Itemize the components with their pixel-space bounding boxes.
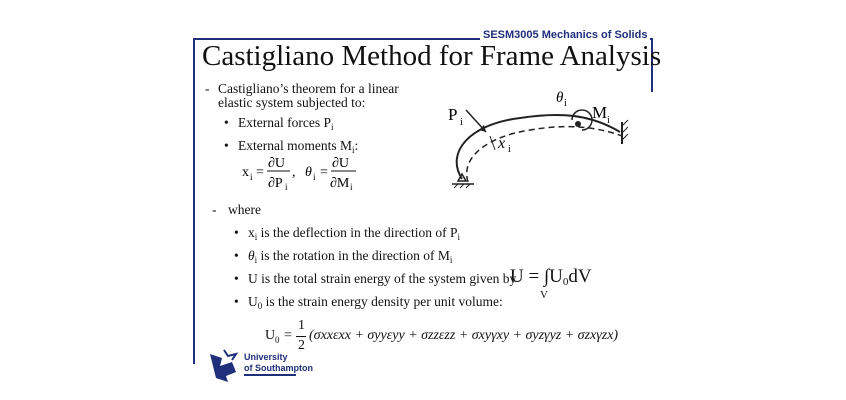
definition-rotation [248, 248, 452, 265]
density-lhs: U [265, 328, 276, 343]
figure-label-theta-sub: i [564, 98, 567, 109]
definition-3-sub: 0 [257, 301, 263, 311]
university-logo-text [244, 352, 313, 374]
intro-line-2: elastic system subjected to: [218, 95, 366, 110]
definition-0-sym: x [248, 225, 255, 240]
castigliano-formula [240, 153, 360, 193]
energy-formula-sub: 0 [562, 276, 569, 288]
formula-theta: θ [305, 165, 312, 180]
bullet-moments-colon: : [354, 138, 359, 153]
figure-label-x-sub: i [508, 144, 511, 155]
figure-label-x: x [498, 135, 506, 152]
definition-0-tail-sub: i [457, 232, 460, 242]
course-label: SESM3005 Mechanics of Solids [480, 29, 650, 41]
definition-2-text: U is the total strain energy of the system given by [248, 271, 517, 286]
figure-label-m-sub: i [607, 115, 610, 126]
moment-point [575, 121, 581, 127]
bullet-external-forces [238, 115, 333, 132]
formula-comma: , [292, 165, 296, 180]
formula-num-1: ∂U [268, 156, 286, 171]
energy-formula-limit: V [540, 289, 548, 301]
definition-deflection [248, 225, 460, 242]
definition-3-sym: U [248, 294, 258, 309]
density-lhs-sub: 0 [275, 335, 280, 345]
beam-deflected [467, 127, 622, 182]
definition-1-text: is the rotation in the direction of M [257, 248, 450, 263]
formula-den-2-sub: i [350, 182, 353, 192]
figure-label-m: M [592, 103, 608, 122]
definition-1-sym: θ [248, 248, 255, 263]
slide-frame-left [193, 38, 195, 358]
logo-line-1: University [244, 352, 288, 362]
formula-den-2: ∂M [330, 176, 350, 191]
logo-underline [244, 374, 296, 376]
bullet-forces-sub: i [330, 122, 334, 132]
definition-1-sub: i [254, 255, 258, 265]
definition-3-text: is the strain energy density per unit volume: [262, 294, 503, 309]
definition-strain-energy [248, 271, 516, 287]
density-frac-den: 2 [298, 338, 305, 353]
where-dash: - [212, 202, 217, 217]
crest-flourish [224, 350, 236, 360]
density-terms: (σxxεxx + σyyεyy + σzzεzz + σxyγxy + σyzγyz + σzxγzx) [309, 328, 619, 343]
logo-line-2: of Southampton [244, 363, 313, 373]
energy-formula-tail: dV [568, 266, 592, 287]
density-frac-num: 1 [298, 318, 305, 333]
energy-formula-text: U = ∫U [510, 266, 563, 287]
bullet-moments-text: External moments M [238, 138, 352, 153]
definition-1-tail-sub: i [449, 255, 453, 265]
figure-label-p: P [448, 105, 458, 124]
figure-label-p-sub: i [460, 117, 463, 128]
slide-frame-bottom [193, 358, 195, 364]
university-crest-icon [206, 348, 242, 384]
formula-den-1: ∂P [268, 176, 283, 191]
bullet-moments-sub: i [351, 145, 355, 155]
definition-0-sub: i [254, 232, 258, 242]
beam-original [457, 115, 620, 179]
formula-num-2: ∂U [332, 156, 350, 171]
formula-equals-2: = [320, 165, 328, 180]
formula-theta-sub: i [313, 172, 316, 182]
slide-title: Castigliano Method for Frame Analysis [202, 40, 662, 72]
intro-dash: - [205, 81, 210, 96]
formula-den-1-sub: i [285, 182, 288, 192]
density-frac-bar [296, 336, 306, 337]
formula-x-sub: i [250, 172, 253, 182]
intro-line-1: Castigliano’s theorem for a linear [218, 81, 399, 96]
figure-label-theta: θ [556, 90, 564, 106]
where-label: where [228, 202, 261, 217]
formula-equals-1: = [256, 165, 264, 180]
deflection-marker [490, 136, 495, 150]
strain-energy-formula [510, 266, 592, 288]
definition-strain-density [248, 294, 503, 311]
deflected-beam-figure [430, 84, 640, 196]
formula-x: x [242, 165, 249, 180]
bullet-forces-text: External forces P [238, 115, 331, 130]
definition-0-text: is the deflection in the direction of P [257, 225, 458, 240]
density-equals: = [284, 328, 292, 343]
